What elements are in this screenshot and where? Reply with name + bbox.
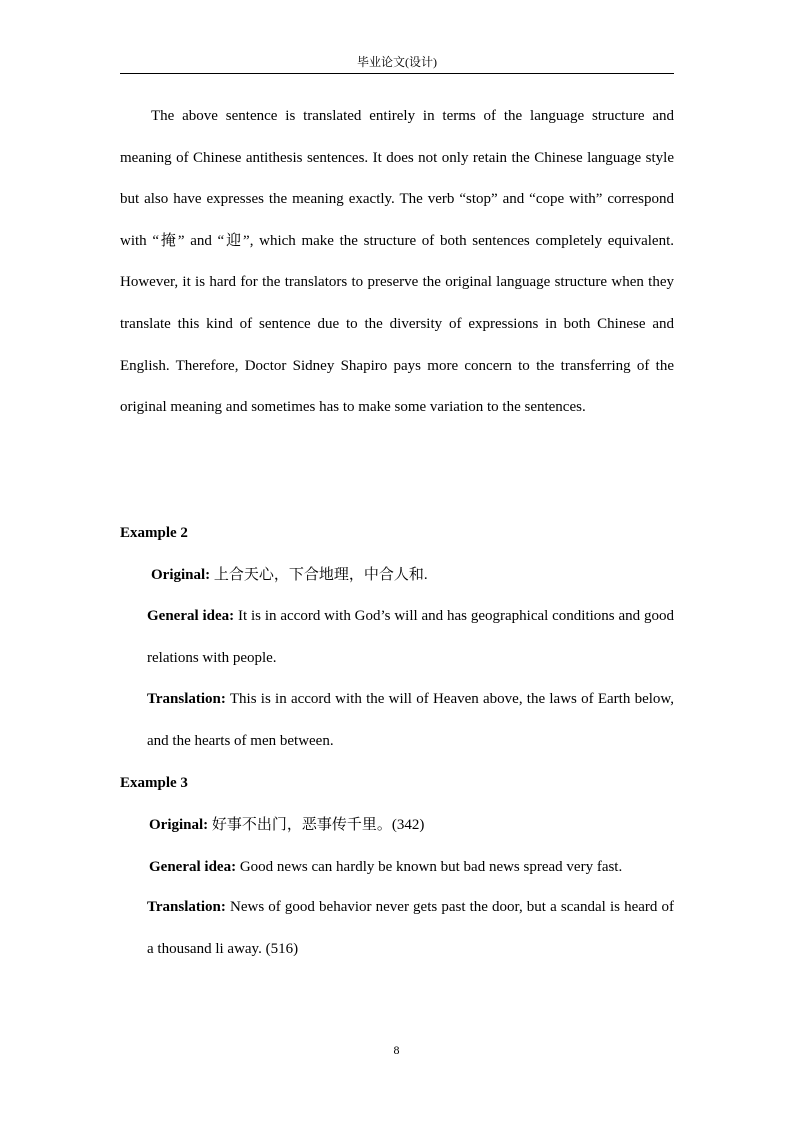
page-number: 8 [393,1043,400,1057]
header-divider [120,73,674,74]
translation-label: Translation: [147,899,226,915]
page-header: 毕业论文(设计) [357,55,437,69]
example-3-translation [147,887,674,970]
original-label: Original: [149,817,209,833]
example-3-general-idea [149,857,622,877]
general-idea-text: Good news can hardly be known but bad news spread very fast. [239,859,623,875]
general-idea-label: General idea: [147,608,235,624]
example-3-title: Example 3 [120,775,188,791]
example-2-general-idea [147,596,674,679]
general-idea-label: General idea: [149,859,237,875]
general-idea-text: It is in accord with God’s will and has geographical conditions and good relations with people. [147,608,674,666]
example-3-original [149,815,424,835]
original-label: Original: [151,567,211,583]
example-2-original [151,565,428,585]
original-text: 好事不出门，恶事传千里。(342) [211,817,425,833]
example-2-title: Example 2 [120,525,188,541]
translation-label: Translation: [147,691,226,707]
original-text: 上合天心，下合地理，中合人和. [213,567,428,583]
translation-text: News of good behavior never gets past the door, but a scandal is heard of a thousand li away. (516) [147,899,675,957]
example-2-translation [147,679,674,762]
body-paragraph: The above sentence is translated entirely in terms of the language structure and meaning of Chinese antithesis sentences. It does not only retain the Chinese language style but also have expresses the meaning exactly. The verb “stop” and “cope with” correspond with “掩” and “迎”, which make the structure of both sentences completely equivalent. However, it is hard for the translators to preserve the original language structure when they translate this kind of sentence due to the diversity of expressions in both Chinese and English. Therefore, Doctor Sidney Shapiro pays more concern to the transferring of the original meaning and sometimes has to make some variation to the sentences. [120,108,674,416]
translation-text: This is in accord with the will of Heaven above, the laws of Earth below, and the hearts of men between. [147,691,675,749]
